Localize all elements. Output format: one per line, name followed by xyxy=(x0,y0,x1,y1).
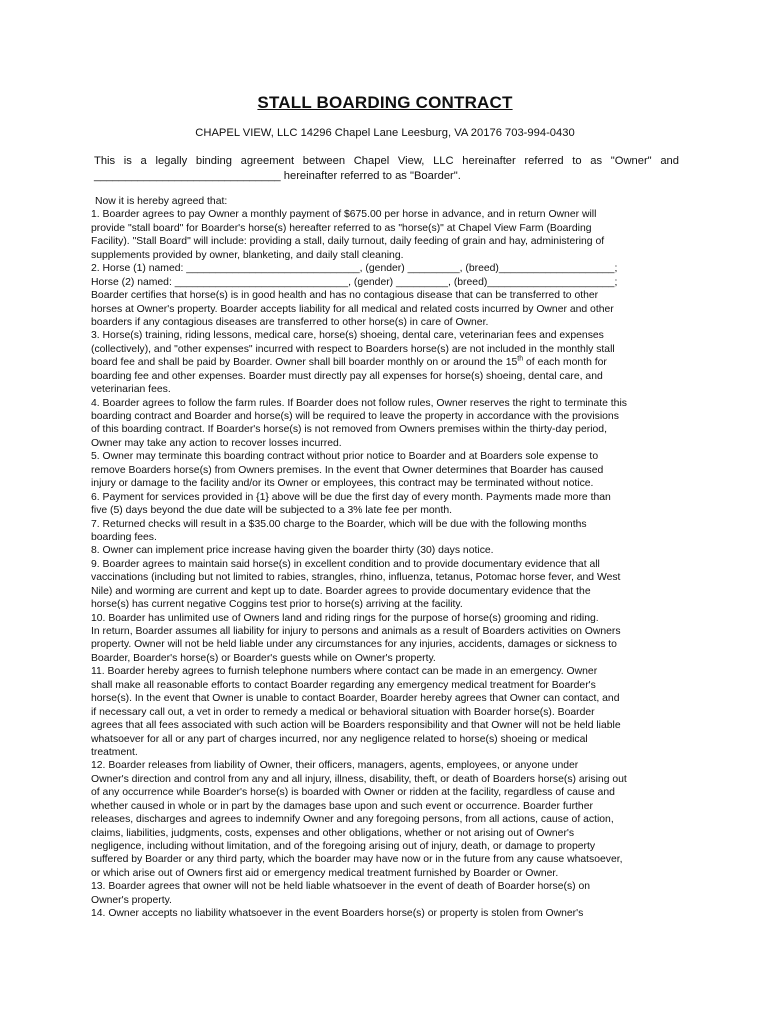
contract-line xyxy=(91,289,681,302)
contract-line xyxy=(91,733,681,746)
contract-line xyxy=(91,598,681,611)
contract-line-text: Boarder, Boarder's horse(s) or Boarder's guests while on Owner's property. xyxy=(91,652,436,664)
contract-line xyxy=(91,329,681,342)
contract-line-text: or which arise out of Owners first aid or emergency medical treatment furnished by Boarder or Owner. xyxy=(91,867,559,879)
contract-line xyxy=(91,706,681,719)
intro-line: This is a legally binding agreement between Chapel View, LLC hereinafter referred to as "Owner" and xyxy=(94,155,679,167)
contract-line-text: Boarder certifies that horse(s) is in good health and has no contagious disease that can be transferred to other xyxy=(91,290,599,302)
contract-line-text: 14. Owner accepts no liability whatsoever in the event Boarders horse(s) or property is stolen from Owner's xyxy=(91,908,584,920)
contract-line-text: Horse (2) named: ______________________________, (gender) _________, (breed)______________________; xyxy=(91,276,618,288)
contract-line xyxy=(91,679,681,692)
contract-line-text: remove Boarders horse(s) from Owners premises. In the event that Owner determines that Boarder has caused xyxy=(91,464,604,476)
contract-line-text: five (5) days beyond the due date will be subjected to a 3% late fee per month. xyxy=(91,505,453,517)
contract-line-text: whatsoever for all or any part of charges incurred, nor any negligence related to horse(s) shoeing or medical xyxy=(91,733,588,745)
contract-line-text: injury or damage to the facility and/or its Owner or employees, this contract may be terminated without notice. xyxy=(91,478,594,490)
contract-line xyxy=(91,773,681,786)
contract-line xyxy=(91,343,681,356)
document-title: STALL BOARDING CONTRACT xyxy=(257,93,513,112)
contract-line-text: horse(s). In the event that Owner is unable to contact Boarder, Boarder hereby agrees that Owner can contact, and xyxy=(91,693,620,705)
contract-line xyxy=(91,759,681,772)
contract-line xyxy=(91,800,681,813)
contract-line-text: if necessary call out, a vet in order to remedy a medical or behavioral situation with Boarder horse(s). Boarder xyxy=(91,706,595,718)
contract-line xyxy=(91,397,681,410)
contract-line-text: of this boarding contract. If Boarder's horse(s) is not removed from Owners premises within the thirty-day period, xyxy=(91,424,607,436)
contract-line xyxy=(91,827,681,840)
contract-line xyxy=(91,410,681,423)
contract-line xyxy=(91,504,681,517)
contract-line xyxy=(91,558,681,571)
contract-line xyxy=(91,316,681,329)
contract-line xyxy=(91,652,681,665)
contract-line-text: boarding fees. xyxy=(91,531,157,543)
contract-line xyxy=(91,867,681,880)
contract-line xyxy=(91,450,681,463)
contract-line xyxy=(91,786,681,799)
company-address: CHAPEL VIEW, LLC 14296 Chapel Lane Leesburg, VA 20176 703-994-0430 xyxy=(195,127,575,139)
contract-line xyxy=(91,531,681,544)
contract-line-text: 11. Boarder hereby agrees to furnish telephone numbers where contact can be made in an emergency. Owner xyxy=(91,666,598,678)
contract-line xyxy=(91,370,681,383)
contract-line xyxy=(91,303,681,316)
contract-line-text: treatment. xyxy=(91,746,138,758)
contract-line-text: releases, discharges and agrees to indemnify Owner and any foregoing persons, from all actions, cause of action, xyxy=(91,814,614,826)
contract-line-text: 5. Owner may terminate this boarding contract without prior notice to Boarder and at Boarders sole expense to xyxy=(91,451,599,463)
contract-line-text: In return, Boarder assumes all liability for injury to persons and animals as a result of Boarders activities on Owners xyxy=(91,626,621,637)
contract-line-text: negligence, including without limitation, and of the foregoing arising out of injury, death, or damage to property xyxy=(91,841,596,852)
contract-line-text: 10. Boarder has unlimited use of Owners land and riding rings for the purpose of horse(s) grooming and riding. xyxy=(91,612,599,624)
contract-line xyxy=(91,692,681,705)
contract-line-text: Owner's property. xyxy=(91,894,172,906)
contract-line-text: (collectively), and "other expenses" incurred with respect to Boarders horse(s) are not included in the monthly stall xyxy=(91,343,615,355)
contract-line xyxy=(91,222,681,235)
contract-line xyxy=(91,356,681,369)
contract-line-suffix: of each month for xyxy=(523,357,607,369)
intro-paragraph xyxy=(94,154,679,184)
contract-line xyxy=(91,423,681,436)
contract-line xyxy=(91,612,681,625)
contract-line-text: horses at Owner's property. Boarder accepts liability for all medical and related costs incurred by Owner and other xyxy=(91,303,614,315)
contract-line xyxy=(91,813,681,826)
contract-line-text: whether caused in whole or in part by the damages base upon and such event or occurrence. Boarder further xyxy=(91,800,593,812)
contract-line-text: 2. Horse (1) named: ______________________________, (gender) _________, (breed)____________________; xyxy=(91,263,618,275)
contract-line-text: agrees that all fees associated with such action will be Boarders responsibility and that Owner will not be held liable xyxy=(91,720,621,732)
contract-line xyxy=(91,638,681,651)
contract-line xyxy=(91,746,681,759)
contract-line-text: provide "stall board" for Boarder's horse(s) hereafter referred to as "horse(s)" at Chapel View Farm (Boarding xyxy=(91,222,592,234)
intro-line: ______________________________ hereinafter referred to as "Boarder". xyxy=(94,170,461,182)
contract-line xyxy=(91,518,681,531)
contract-line-text: board fee and shall be paid by Boarder. Owner shall bill boarder monthly on or around the 15 xyxy=(91,357,518,369)
contract-line xyxy=(91,544,681,557)
contract-line xyxy=(91,464,681,477)
contract-line-text: supplements provided by owner, blanketing, and daily stall cleaning. xyxy=(91,249,404,261)
contract-line xyxy=(91,383,681,396)
contract-line-text: suffered by Boarder or any third party, which the boarder may have now or in the future from any cause whatsoever, xyxy=(91,854,623,866)
contract-line-text: 1. Boarder agrees to pay Owner a monthly payment of $675.00 per horse in advance, and in return Owner will xyxy=(91,209,597,221)
contract-line-text: property. Owner will not be held liable under any circumstances for any injuries, accidents, damages or sickness to xyxy=(91,639,617,651)
contract-line-text: 6. Payment for services provided in {1} above will be due the first day of every month. Payments made more than xyxy=(91,491,611,503)
contract-line xyxy=(91,719,681,732)
contract-line-text: veterinarian fees. xyxy=(91,384,171,396)
contract-line xyxy=(91,477,681,490)
contract-line-text: 3. Horse(s) training, riding lessons, medical care, horse(s) shoeing, dental care, veterinarian fees and expenses xyxy=(91,330,604,342)
contract-line-text: Facility). "Stall Board" will include: providing a stall, daily turnout, daily feeding of grain and hay, administering of xyxy=(91,236,605,248)
contract-line xyxy=(91,880,681,893)
contract-line-text: vaccinations (including but not limited to rabies, strangles, rhino, influenza, tetanus, Potomac horse fever, and West xyxy=(91,572,621,584)
contract-line-text: 9. Boarder agrees to maintain said horse(s) in excellent condition and to provide documentary evidence that all xyxy=(91,558,600,570)
contract-line xyxy=(91,840,681,853)
ordinal-superscript: th xyxy=(517,355,524,363)
contract-line-text: shall make all reasonable efforts to contact Boarder regarding any emergency medical treatment for Boarder's xyxy=(91,679,596,691)
contract-line xyxy=(91,853,681,866)
contract-line xyxy=(91,262,681,275)
contract-line-text: Nile) and worming are current and kept up to date. Boarder agrees to provide documentary evidence that the xyxy=(91,585,591,597)
contract-line-text: of any occurrence while Boarder's horse(s) is boarded with Owner or ridden at the facility, regardless of cause and xyxy=(91,787,615,799)
contract-line-text: boarders if any contagious diseases are transferred to other horse(s) in care of Owner. xyxy=(91,316,489,328)
contract-line-text: 13. Boarder agrees that owner will not be held liable whatsoever in the event of death of Boarder horse(s) on xyxy=(91,881,591,893)
contract-line xyxy=(91,195,681,208)
contract-line xyxy=(91,585,681,598)
contract-line xyxy=(91,437,681,450)
contract-line xyxy=(91,571,681,584)
contract-line xyxy=(91,276,681,289)
contract-line xyxy=(91,894,681,907)
contract-line xyxy=(91,907,681,920)
contract-line-text: 4. Boarder agrees to follow the farm rules. If Boarder does not follow rules, Owner reserves the right to terminate this xyxy=(91,397,627,409)
contract-body xyxy=(91,195,681,921)
contract-line xyxy=(91,491,681,504)
contract-line-text: boarding contract and Boarder and horse(s) will be required to leave the property in accordance with the provisions xyxy=(91,411,619,422)
contract-line-text: boarding fee and other expenses. Boarder must directly pay all expenses for horse(s) shoeing, dental care, and xyxy=(91,370,603,382)
contract-line xyxy=(91,208,681,221)
contract-line xyxy=(91,235,681,248)
contract-line-text: horse(s) has current negative Coggins test prior to horse(s) arriving at the facility. xyxy=(91,599,463,611)
contract-line-text: 8. Owner can implement price increase having given the boarder thirty (30) days notice. xyxy=(91,545,494,557)
contract-line xyxy=(91,625,681,638)
contract-line-text: Owner's direction and control from any and all injury, illness, disability, theft, or death of Boarders horse(s) arising out xyxy=(91,773,627,785)
contract-line xyxy=(91,249,681,262)
contract-line-text: claims, liabilities, judgments, costs, expenses and other obligations, whether or not arising out of Owner's xyxy=(91,827,575,839)
contract-line xyxy=(91,665,681,678)
contract-line-text: 7. Returned checks will result in a $35.00 charge to the Boarder, which will be due with the following months xyxy=(91,518,587,530)
contract-line-text: 12. Boarder releases from liability of Owner, their officers, managers, agents, employees, or anyone under xyxy=(91,760,579,772)
contract-line-text: Now it is hereby agreed that: xyxy=(95,196,228,207)
contract-line-text: Owner may take any action to recover losses incurred. xyxy=(91,437,342,449)
